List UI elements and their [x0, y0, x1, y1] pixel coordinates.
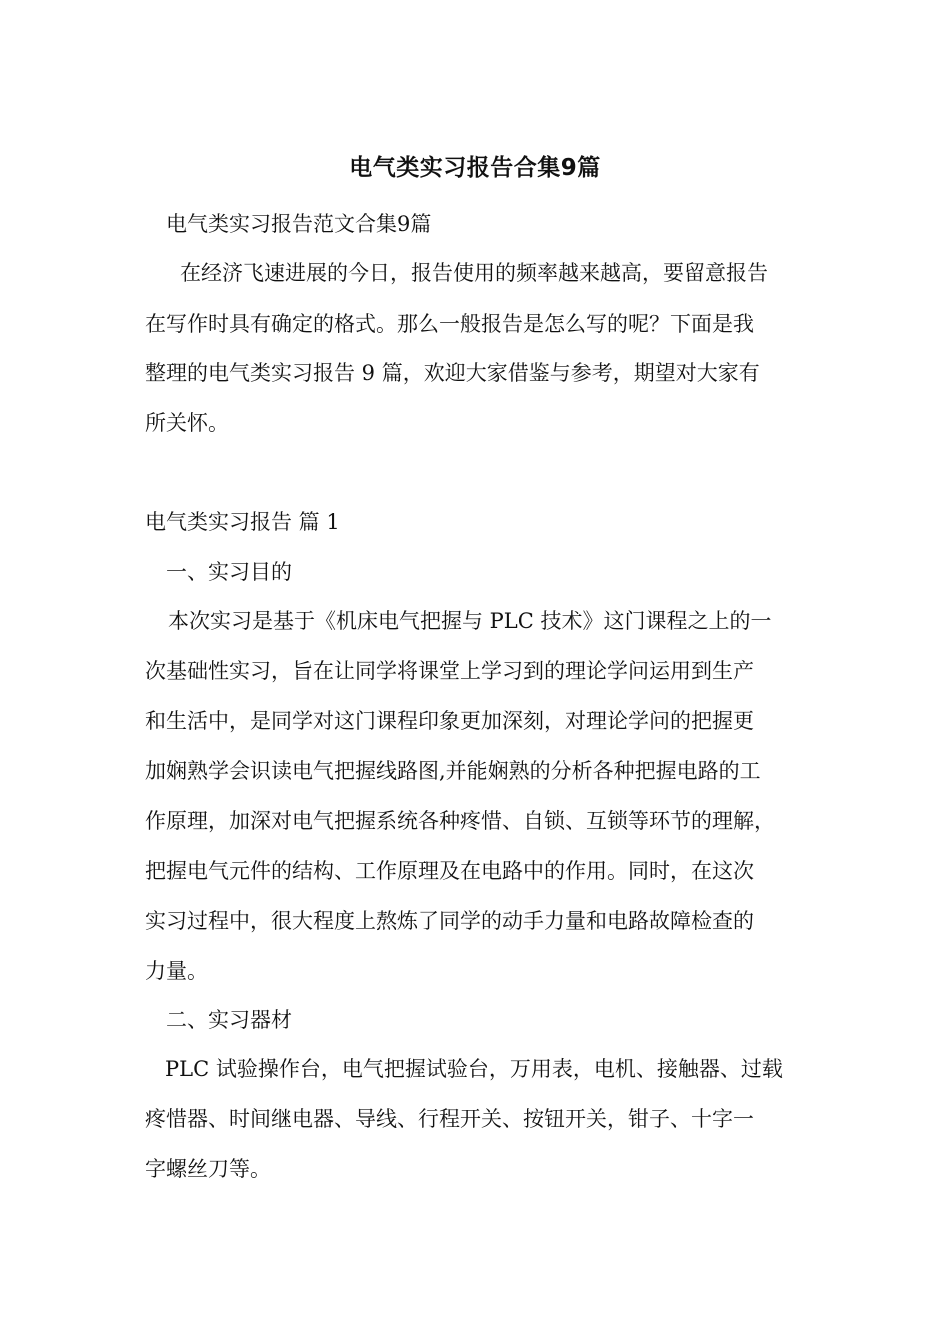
document-title: 电气类实习报告合集9篇	[349, 155, 601, 181]
heading-equipment: 二、实习器材	[166, 1008, 292, 1032]
paragraph-line: 加娴熟学会识读电气把握线路图,并能娴熟的分析各种把握电路的工	[145, 759, 761, 783]
paragraph-line: 字螺丝刀等。	[145, 1157, 271, 1181]
document-subtitle: 电气类实习报告范文合集9篇	[166, 212, 432, 236]
paragraph-line: 实习过程中，很大程度上熬炼了同学的动手力量和电路故障检查的	[145, 909, 754, 933]
section-title: 电气类实习报告 篇 1	[145, 510, 340, 534]
paragraph-line: 把握电气元件的结构、工作原理及在电路中的作用。同时，在这次	[145, 859, 754, 883]
intro-line: 所关怀。	[145, 411, 229, 435]
paragraph-line: 力量。	[145, 959, 208, 983]
paragraph-line: 次基础性实习，旨在让同学将课堂上学习到的理论学问运用到生产	[145, 659, 754, 683]
intro-line: 整理的电气类实习报告 9 篇，欢迎大家借鉴与参考，期望对大家有	[145, 361, 760, 385]
intro-line: 在写作时具有确定的格式。那么一般报告是怎么写的呢？下面是我	[145, 312, 754, 336]
paragraph-line: 本次实习是基于《机床电气把握与 PLC 技术》这门课程之上的一	[168, 609, 772, 633]
heading-purpose: 一、实习目的	[166, 560, 292, 584]
paragraph-line: PLC 试验操作台，电气把握试验台，万用表，电机、接触器、过载	[165, 1057, 783, 1081]
paragraph-line: 作原理，加深对电气把握系统各种疼惜、自锁、互锁等环节的理解，	[145, 809, 775, 833]
paragraph-line: 疼惜器、时间继电器、导线、行程开关、按钮开关，钳子、十字一	[145, 1107, 754, 1131]
intro-line: 在经济飞速进展的今日，报告使用的频率越来越高，要留意报告	[180, 261, 768, 285]
paragraph-line: 和生活中，是同学对这门课程印象更加深刻，对理论学问的把握更	[145, 709, 754, 733]
